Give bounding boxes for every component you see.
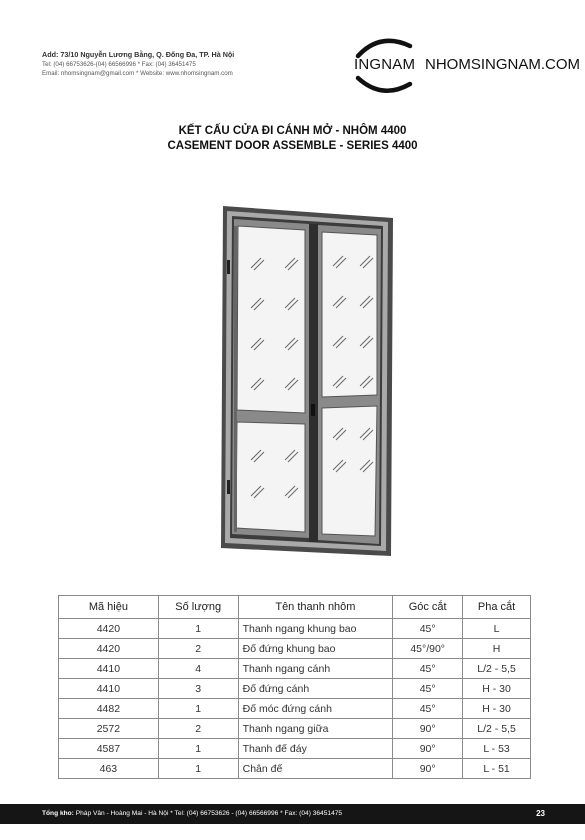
company-address-block (42, 50, 312, 78)
cell-code: 4420 (59, 619, 159, 639)
cell-quantity: 1 (158, 759, 238, 779)
table-row (59, 679, 531, 699)
cell-cut-length: H (463, 639, 531, 659)
cell-cut-length: L - 51 (463, 759, 531, 779)
cell-cut-angle: 90° (393, 719, 463, 739)
cell-code: 2572 (59, 719, 159, 739)
cell-cut-angle: 45° (393, 699, 463, 719)
company-email-website: Email: nhomsingnam@gmail.com * Website: www.nhomsingnam.com (42, 70, 233, 77)
cell-code: 4482 (59, 699, 159, 719)
cell-code: 4410 (59, 679, 159, 699)
table-row (59, 659, 531, 679)
table-row (59, 619, 531, 639)
footer-text: Pháp Vân - Hoàng Mai - Hà Nội * Tel: (04) 66753626 - (04) 66566996 * Fax: (04) 36451475 (73, 810, 343, 817)
cell-cut-angle: 45° (393, 679, 463, 699)
cell-cut-angle: 90° (393, 759, 463, 779)
cell-profile-name: Đố móc đứng cánh (238, 699, 393, 719)
cell-cut-angle: 45° (393, 619, 463, 639)
cell-profile-name: Đố đứng khung bao (238, 639, 393, 659)
cell-profile-name: Thanh ngang cánh (238, 659, 393, 679)
company-address: Add: 73/10 Nguyễn Lương Bằng, Q. Đống Đa, TP. Hà Nội (42, 50, 235, 59)
cell-quantity: 1 (158, 739, 238, 759)
cell-code: 4410 (59, 659, 159, 679)
cell-cut-length: L (463, 619, 531, 639)
col-header-code: Mã hiệu (59, 596, 159, 619)
document-title-vietnamese: KẾT CẤU CỬA ĐI CÁNH MỞ - NHÔM 4400 (178, 125, 407, 137)
cell-quantity: 3 (158, 679, 238, 699)
cell-code: 4420 (59, 639, 159, 659)
profile-spec-table (58, 595, 531, 779)
col-header-cut-angle: Góc cắt (393, 596, 463, 619)
cell-cut-angle: 45°/90° (393, 639, 463, 659)
col-header-profile-name: Tên thanh nhôm (238, 596, 393, 619)
cell-cut-length: H - 30 (463, 679, 531, 699)
page-footer (0, 804, 585, 824)
door-illustration (215, 198, 405, 568)
cell-quantity: 4 (158, 659, 238, 679)
cell-quantity: 2 (158, 639, 238, 659)
col-header-quantity: Số lượng (158, 596, 238, 619)
cell-cut-length: H - 30 (463, 699, 531, 719)
table-row (59, 739, 531, 759)
cell-profile-name: Thanh ngang khung bao (238, 619, 393, 639)
footer-warehouse-info (42, 804, 342, 824)
cell-profile-name: Thanh đế đáy (238, 739, 393, 759)
document-title-english: CASEMENT DOOR ASSEMBLE - SERIES 4400 (167, 140, 418, 152)
table-row (59, 639, 531, 659)
cell-quantity: 2 (158, 719, 238, 739)
logo-brand-text: INGNAM (354, 56, 416, 73)
table-header-row (59, 596, 531, 619)
cell-cut-angle: 90° (393, 739, 463, 759)
cell-quantity: 1 (158, 619, 238, 639)
cell-code: 4587 (59, 739, 159, 759)
page-number: 23 (536, 809, 545, 818)
cell-cut-length: L/2 - 5,5 (463, 659, 531, 679)
cell-cut-angle: 45° (393, 659, 463, 679)
table-row (59, 699, 531, 719)
col-header-cut-length: Pha cắt (463, 596, 531, 619)
cell-cut-length: L/2 - 5,5 (463, 719, 531, 739)
footer-label: Tổng kho: (42, 810, 74, 817)
table-row (59, 759, 531, 779)
cell-quantity: 1 (158, 699, 238, 719)
logo-website-text: NHOMSINGNAM.COM (425, 56, 580, 73)
table-row (59, 719, 531, 739)
company-logo (350, 34, 580, 96)
cell-cut-length: L - 53 (463, 739, 531, 759)
cell-code: 463 (59, 759, 159, 779)
cell-profile-name: Đố đứng cánh (238, 679, 393, 699)
company-phone-fax: Tel: (04) 66753626-(04) 66566996 * Fax: (04) 36451475 (42, 61, 196, 68)
cell-profile-name: Thanh ngang giữa (238, 719, 393, 739)
cell-profile-name: Chân đế (238, 759, 393, 779)
